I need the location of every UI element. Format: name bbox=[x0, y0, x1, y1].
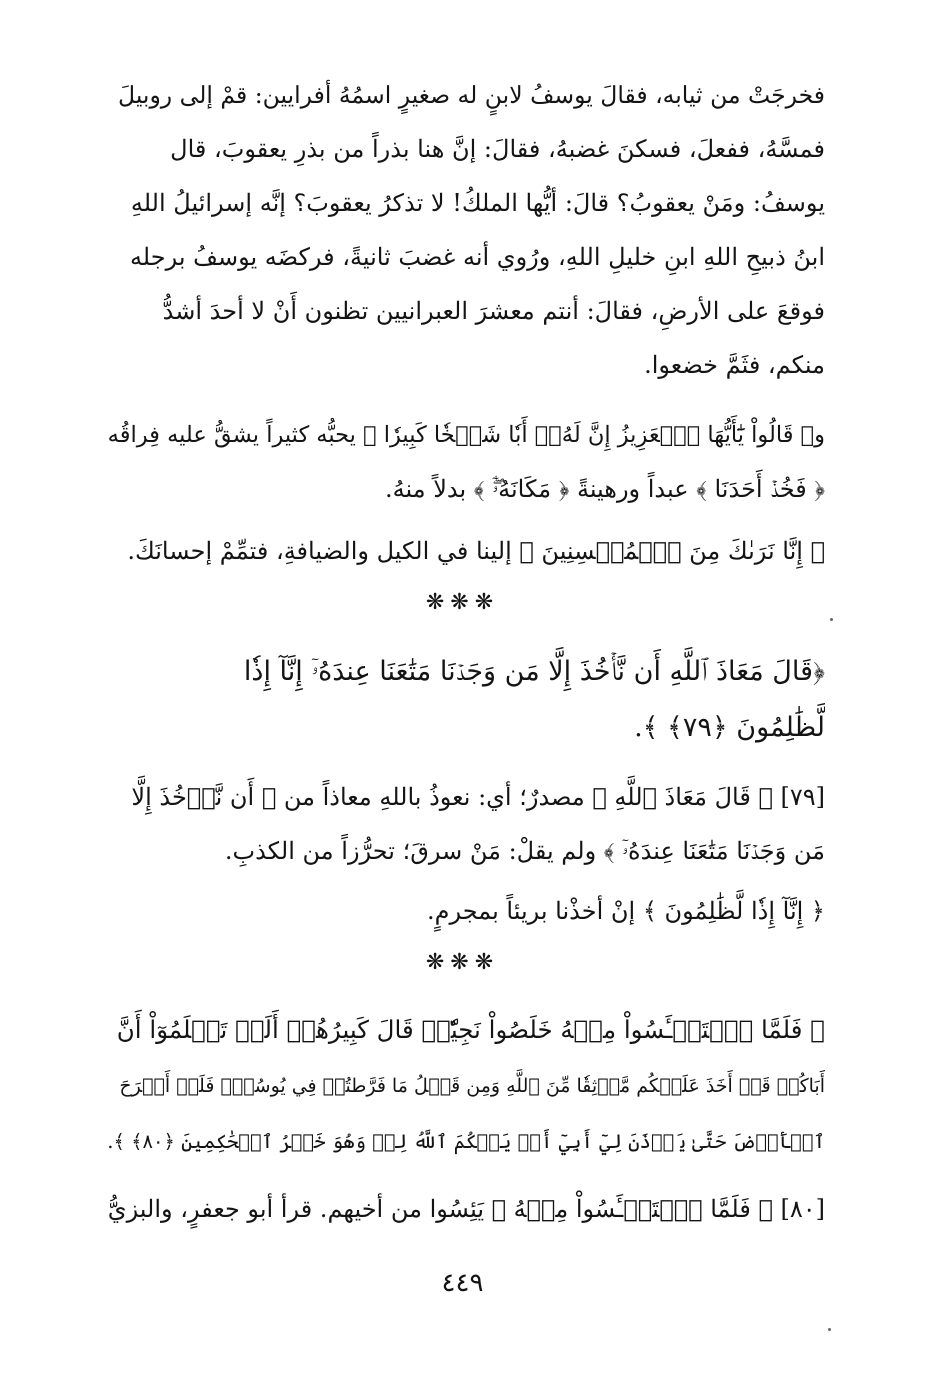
paragraph-3 bbox=[105, 524, 825, 578]
text-line: منكم، فثَمَّ خضعوا. bbox=[644, 351, 825, 379]
verse-line: ٱلۡأَرۡضَ حَتَّىٰ يَأۡذَنَ لِيٓ أَبِيٓ أَوۡ يَحۡكُمَ ٱللَّهُ لِيۖ وَهُوَ خَيۡرُ ٱلۡحَٰكِمِينَ ﴿٨٠﴾ ﴾. bbox=[107, 1130, 825, 1153]
text-line: [٧٩] ﴿ قَالَ مَعَاذَ ٱللَّهِ ﴾ مصدرٌ؛ أي: نعوذُ باللهِ معاذاً من ﴿ أَن نَّأۡخُذَ إِلَّا bbox=[131, 783, 825, 811]
text-line: [٨٠] ﴿ فَلَمَّا ٱسۡتَيۡـَٔسُواْ مِنۡهُ ﴾ يَئِسُوا من أخيهم. قرأ أبو جعفرٍ، والبزيُّ bbox=[107, 1195, 825, 1223]
paragraph-1 bbox=[105, 68, 825, 392]
page-number: ٤٤٩ bbox=[441, 1268, 484, 1298]
text-line: ابنُ ذبيحِ اللهِ ابنِ خليلِ اللهِ، ورُوي أنه غضبَ ثانيةً، فركضَه يوسفُ برجله bbox=[129, 243, 825, 271]
paragraph-2 bbox=[105, 408, 825, 516]
text-line: ﴿ إِنَّا نَرَىٰكَ مِنَ ٱلۡمُحۡسِنِينَ ﴾ إلينا في الكيل والضيافةِ، فتمِّمْ إحسانَكَ. bbox=[127, 537, 825, 565]
scan-speck bbox=[830, 618, 833, 621]
verse-80 bbox=[105, 1002, 825, 1170]
text-line: يوسفُ: ومَنْ يعقوبُ؟ قالَ: أيُّها الملكُ! لا تذكرُ يعقوبَ؟ إنَّه إسرائيلُ اللهِ bbox=[130, 189, 825, 217]
text-line: ﴿ إِنَّآ إِذٗا لَّظَٰلِمُونَ ﴾ إنْ أخذْنا بريئاً بمجرمٍ. bbox=[426, 897, 825, 925]
section-separator: ❋❋❋ bbox=[425, 590, 500, 615]
text-line: و﴿ قَالُواْ يَٰٓأَيُّهَا ٱلۡعَزِيزُ إِنَّ لَهُۥٓ أَبٗا شَيۡخٗا كَبِيرٗا ﴾ يحبُّه كثيراً يشقُّ عليه فِراقُه bbox=[107, 422, 825, 448]
verse-line: ﴿ فَلَمَّا ٱسۡتَيۡـَٔسُواْ مِنۡهُ خَلَصُواْ نَجِيّٗاۖ قَالَ كَبِيرُهُمۡ أَلَمۡ تَعۡلَمُوٓاْ أَنَّ bbox=[116, 1015, 825, 1044]
text-line: ﴿ فَخُذۡ أَحَدَنَا ﴾ عبداً ورهينةً ﴿ مَكَانَهُۥٓۖ ﴾ بدلاً منهُ. bbox=[385, 475, 825, 503]
verse-line: لَّظَٰلِمُونَ ﴿٧٩﴾ ﴾. bbox=[634, 712, 825, 743]
verse-line: ﴿قَالَ مَعَاذَ ٱللَّهِ أَن نَّأۡخُذَ إِلَّا مَن وَجَدۡنَا مَتَٰعَنَا عِندَهُۥٓ إِنَّآ إِذٗا bbox=[243, 656, 825, 687]
text-line: فخرجَتْ من ثيابه، فقالَ يوسفُ لابنٍ له صغيرٍ اسمُهُ أفرايين: قمْ إلى روبيلَ bbox=[118, 81, 825, 109]
text-line: فمسَّهُ، ففعلَ، فسكنَ غضبهُ، فقالَ: إنَّ هنا بذراً من بذرِ يعقوبَ، قال bbox=[170, 135, 825, 163]
text-line: مَن وَجَدۡنَا مَتَٰعَنَا عِندَهُۥٓ ﴾ ولم يقلْ: مَنْ سرقَ؛ تحرُّزاً من الكذبِ. bbox=[224, 837, 825, 865]
verse-line: أَبَاكُمۡ قَدۡ أَخَذَ عَلَيۡكُم مَّوۡثِقٗا مِّنَ ٱللَّهِ وَمِن قَبۡلُ مَا فَرَّطتُمۡ فِي يُوسُفَۖ فَلَنۡ أَبۡرَحَ bbox=[119, 1075, 825, 1097]
scan-speck bbox=[828, 1328, 831, 1331]
commentary-80 bbox=[105, 1182, 825, 1236]
commentary-79b bbox=[105, 884, 825, 938]
text-line: فوقعَ على الأرضِ، فقالَ: أنتم معشرَ العبرانيين تظنون أَنْ لا أحدَ أشدُّ bbox=[162, 297, 825, 325]
commentary-79 bbox=[105, 770, 825, 878]
verse-79 bbox=[105, 644, 825, 756]
section-separator: ❋❋❋ bbox=[425, 950, 500, 975]
